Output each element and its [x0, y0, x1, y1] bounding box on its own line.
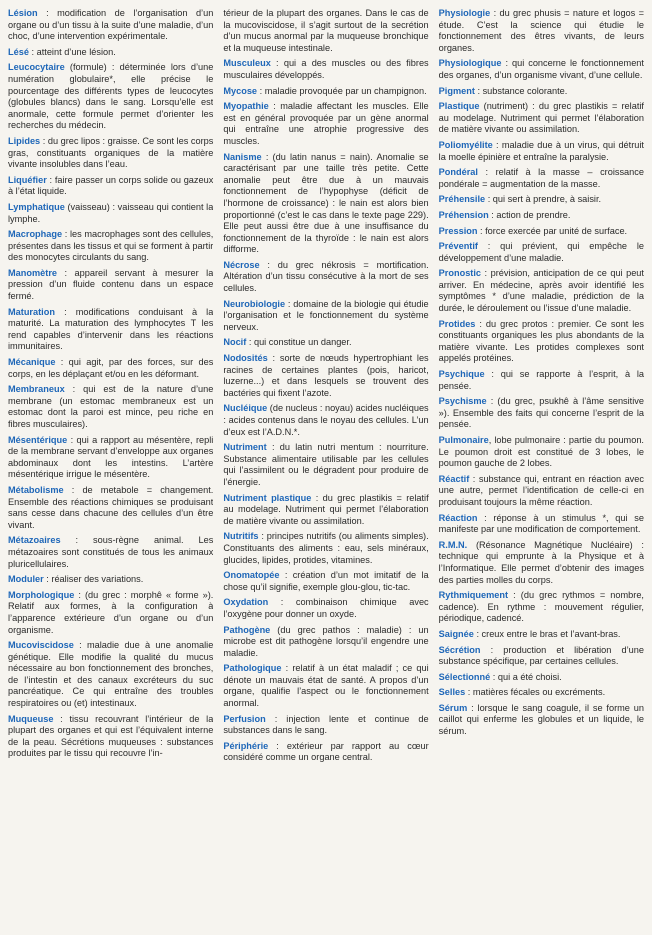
glossary-definition: : (du latin nanus = nain). Anomalie se caractérisant par une taille très petite. Cette anomalie peut être due à un mauvais fonctionnement de l’hypophyse (déficit de l’hormone de croissance) : le nain est alors bien proportionné (c’est le cas dans le texte page 229). Elle peut aussi être due à une insuffisance du fonctionnement de la thyroïde : le nain est alors difforme.	[223, 151, 429, 255]
glossary-definition: : réponse à un stimulus *, qui se manifeste par une modification de comportement.	[438, 512, 644, 535]
glossary-entry	[8, 640, 213, 710]
glossary-term: Mésentérique	[8, 434, 68, 445]
glossary-term: Métazoaires	[8, 535, 61, 546]
glossary-entry	[8, 202, 213, 225]
glossary-term: Manomètre	[8, 267, 58, 278]
glossary-entry	[439, 140, 644, 163]
glossary-entry	[223, 86, 428, 98]
glossary-entry	[223, 741, 428, 764]
glossary-definition: : les macrophages sont des cellules, présentes dans les tissus et qui se forment à partir des monocytes circulants du sang.	[8, 229, 214, 263]
glossary-entry	[223, 8, 428, 54]
glossary-term: Nucléique	[223, 403, 268, 414]
glossary-entry	[8, 714, 213, 760]
glossary-term: Pigment	[438, 85, 475, 96]
glossary-entry	[439, 86, 644, 98]
glossary-definition: : domaine de la biologie qui étudie l’organisation et le fonctionnement du système nerveux.	[223, 298, 429, 332]
glossary-definition: : du grec lipos : graisse. Ce sont les corps gras, constituants organiques de la matière vivante insolubles dans l’eau.	[8, 135, 214, 170]
glossary-entry	[439, 210, 644, 222]
glossary-entry	[8, 357, 213, 380]
glossary-entry	[223, 58, 428, 81]
glossary-definition: : force exercée par unité de surface.	[477, 225, 628, 236]
glossary-entry	[223, 663, 428, 709]
glossary-entry	[223, 570, 428, 593]
glossary-entry	[439, 687, 644, 699]
glossary-term: Selles	[438, 687, 466, 698]
glossary-definition: : substance qui, entrant en réaction avec une autre, permet l’identification de celle-ci en produisant toujours la même réaction.	[438, 473, 644, 507]
glossary-entry	[8, 136, 213, 171]
glossary-definition: : qui sert à prendre, à saisir.	[485, 194, 602, 205]
glossary-term: Nodosités	[223, 353, 268, 364]
glossary-definition: (de nucleus : noyau) acides nucléiques : acides contenus dans le noyau des cellules. L’un d’eux est l’A.D.N.*.	[223, 403, 429, 437]
glossary-entry	[8, 435, 213, 481]
glossary-term: Morphologique	[8, 589, 75, 600]
glossary-term: Pathogène	[223, 624, 271, 635]
glossary-definition: : (du grec rythmos = nombre, cadence). En rythme : mouvement régulier, périodique, cadencé.	[438, 590, 644, 624]
glossary-term: Préhension	[438, 209, 489, 220]
glossary-entry	[223, 260, 428, 295]
glossary-term: R.M.N.	[438, 539, 468, 550]
glossary-entry	[8, 384, 213, 430]
glossary-entry	[8, 229, 213, 264]
glossary-term: Réaction	[438, 512, 478, 523]
glossary-definition: : injection lente et continue de substances dans le sang.	[223, 713, 429, 736]
glossary-term: Pathologique	[223, 663, 282, 674]
glossary-entry	[439, 319, 644, 365]
glossary-entry	[223, 714, 428, 737]
glossary-entry	[223, 152, 428, 256]
glossary-term: Saignée	[438, 628, 474, 639]
glossary-term: Sélectionné	[438, 671, 491, 682]
glossary-entry	[439, 194, 644, 206]
glossary-definition: : qui se rapporte à l’esprit, à la pensée.	[438, 369, 644, 391]
glossary-term: Poliomyélite	[438, 139, 493, 150]
glossary-definition: : modifications conduisant à la maturité. La maturation des lymphocytes T les rend capables d’intervenir dans les réactions immunitaires.	[8, 306, 214, 352]
glossary-term: Neurobiologie	[223, 298, 286, 309]
glossary-term: Réactif	[438, 473, 470, 484]
glossary-term: Moduler	[8, 574, 44, 585]
glossary-definition: : prévision, anticipation de ce qui peut arriver. En médecine, après avoir identifié les symptômes * d’une maladie, prédiction de la durée, le déroulement ou l’issue d’une maladie.	[438, 268, 644, 314]
glossary-entry	[439, 474, 644, 509]
glossary-term: Lésé	[8, 46, 29, 57]
glossary-entry	[439, 369, 644, 392]
glossary-entry	[223, 442, 428, 488]
glossary-entry	[8, 268, 213, 303]
glossary-definition: : du latin nutri mentum : nourriture. Substance alimentaire utilisable par les cellules qui l’assimilent ou le dégradent pour produire de l’énergie.	[223, 442, 429, 487]
glossary-entry	[8, 535, 213, 570]
glossary-definition: : qui agit, par des forces, sur des corps, en les déplaçant et/ou en les déformant.	[8, 357, 214, 379]
glossary-entry	[223, 625, 428, 660]
glossary-entry	[439, 101, 644, 136]
glossary-definition: : maladie affectant les muscles. Elle est en général provoquée par un gène anormal qui entraîne une atrophie progressive des muscles.	[223, 101, 429, 146]
glossary-definition: : substance colorante.	[474, 85, 568, 96]
glossary-definition: : maladie due à un virus, qui détruit la moelle épinière et entraîne la paralysie.	[438, 139, 644, 162]
glossary-definition: : du grec protos : premier. Ce sont les constituants organiques les plus abondants de la matière vivante. Les protides complexes sont appelés protéines.	[438, 318, 644, 364]
glossary-entry	[8, 47, 213, 59]
glossary-entry	[8, 62, 213, 132]
glossary-term: Musculeux	[223, 58, 271, 69]
glossary-entry	[8, 307, 213, 353]
glossary-entry	[439, 226, 644, 238]
glossary-definition: (Résonance Magnétique Nucléaire) : technique qui emprunte à la Physique et à l’Informatique. Elle permet d’obtenir des images des parties molles du corps.	[438, 539, 644, 585]
glossary-entry	[439, 672, 644, 684]
glossary-definition: : du grec nékrosis = mortification. Altération d’un tissu consécutive à la mort de ses cellules.	[223, 259, 429, 294]
glossary-term: Sérum	[438, 702, 468, 713]
glossary-entry	[439, 268, 644, 314]
glossary-term: Psychisme	[438, 396, 487, 407]
glossary-definition: : relatif à la masse – croissance pondérale = augmentation de la masse.	[438, 167, 644, 189]
glossary-term: Physiologie	[438, 8, 491, 18]
glossary-term: Pulmonaire	[438, 435, 489, 445]
glossary-entry	[223, 403, 428, 438]
glossary-definition: : faire passer un corps solide ou gazeux à l’état liquide.	[8, 174, 214, 197]
glossary-definition: : tissu recouvrant l’intérieur de la plupart des organes et qui est l’équivalent interne de la peau. Sécrétions muqueuses : substances produites par le tissu qui recouvre l’in-	[8, 713, 214, 759]
glossary-term: Lymphatique	[8, 201, 65, 212]
glossary-term: Onomatopée	[223, 570, 280, 581]
glossary-definition: : (du grec : morphê « forme »). Relatif aux formes, à la configuration à l’apparence extérieure d’un organe ou d’un organisme.	[8, 589, 214, 635]
glossary-definition: (du grec pathos : maladie) : un microbe est dit pathogène lorsqu’il engendre une maladie.	[223, 624, 429, 658]
glossary-definition: : maladie provoquée par un champignon.	[257, 85, 427, 96]
glossary-entry	[439, 590, 644, 625]
glossary-entry	[439, 645, 644, 668]
glossary-definition: : du grec plastikis = relatif au modelage. Nutriment qui permet l’élaboration de matière vivante ou assimilation.	[223, 492, 429, 526]
glossary-term: Périphérie	[223, 740, 269, 751]
glossary-term: Oxydation	[223, 597, 269, 608]
glossary-columns	[8, 8, 644, 926]
glossary-entry	[223, 493, 428, 528]
glossary-definition: : matières fécales ou excréments.	[465, 687, 606, 698]
glossary-definition: : création d’un mot imitatif de la chose qu’il signifie, exemple glou-glou, tic-tac.	[223, 570, 429, 592]
glossary-definition: : (du grec, psukhê à l’âme sensitive »). Ensemble des faits qui concerne l’esprit de la pensée.	[438, 396, 644, 430]
glossary-definition: : relatif à un état maladif ; ce qui dénote un mauvais état de santé. A propos d’un organe, qualifie l’aspect ou le fonctionnement anormal.	[223, 663, 429, 709]
glossary-term: Macrophage	[8, 229, 63, 240]
glossary-definition: (nutriment) : du grec plastikis = relatif au modelage. Nutriment qui permet l’élaboration de matière vivante ou assimilation.	[438, 101, 644, 135]
glossary-term: Mécanique	[8, 357, 56, 368]
glossary-term: Mucoviscidose	[8, 640, 74, 651]
glossary-column-2	[223, 8, 428, 926]
glossary-definition: : qui a été choisi.	[490, 671, 562, 682]
glossary-term: Membraneux	[8, 384, 65, 395]
glossary-definition: : maladie due à une anomalie génétique. Elle modifie la qualité du mucus nécessaire au bon fonctionnement des bronches, de l’intestin et des canaux excréteurs du suc pancréatique. Ce qui entraîne des troubles respiratoires ou (et) intestinaux.	[8, 640, 214, 709]
glossary-term: Plastique	[438, 101, 480, 112]
glossary-term: Nutriment plastique	[223, 492, 312, 503]
glossary-definition: : sous-règne animal. Les métazoaires sont constitués de tous les animaux pluricellulaires.	[8, 535, 214, 569]
glossary-definition: : qui a rapport au mésentère, repli de la membrane servant d’enveloppe aux organes abdominaux dont les intestins. L’artère mésentérique irrigue le mésentère.	[8, 434, 214, 480]
glossary-entry	[223, 353, 428, 399]
glossary-term: Nutriment	[223, 442, 267, 453]
glossary-entry	[223, 597, 428, 620]
glossary-term: Protides	[438, 318, 476, 329]
glossary-term: Nanisme	[223, 151, 262, 162]
glossary-definition: : combinaison chimique avec l’oxygène pour donner un oxyde.	[223, 597, 429, 619]
glossary-term: Métabolisme	[8, 484, 64, 495]
glossary-entry	[439, 629, 644, 641]
glossary-definition: : de metabole = changement. Ensemble des réactions chimiques se produisant sans cesse dans chacune des cellules d’un être vivant.	[8, 484, 214, 530]
glossary-term: Psychique	[438, 369, 485, 380]
glossary-term: Sécrétion	[438, 644, 481, 655]
glossary-term: Préventif	[438, 241, 478, 252]
glossary-term: Préhensile	[438, 194, 486, 205]
glossary-definition: : qui concerne le fonctionnement des organes, d’un organisme vivant, d’une cellule.	[438, 58, 644, 80]
glossary-entry	[8, 8, 213, 43]
glossary-definition: : principes nutritifs (ou aliments simples). Constituants des aliments : eau, sels minéraux, glucides, lipides, protides, vitamines.	[223, 531, 429, 565]
glossary-term: Liquéfier	[8, 174, 47, 185]
glossary-definition: : qui a des muscles ou des fibres musculaires développés.	[223, 58, 429, 80]
glossary-entry	[439, 167, 644, 190]
glossary-definition: : qui constitue un danger.	[246, 337, 352, 348]
glossary-definition: : action de prendre.	[488, 209, 571, 220]
glossary-entry	[439, 703, 644, 738]
glossary-term: Pronostic	[438, 268, 482, 279]
glossary-definition: : production et libération d’une substance spécifique, par certaines cellules.	[438, 644, 644, 667]
glossary-definition: (vaisseau) : vaisseau qui contient la lymphe.	[8, 201, 214, 224]
glossary-term: Mycose	[223, 85, 258, 96]
glossary-definition: : creux entre le bras et l’avant-bras.	[473, 628, 621, 639]
glossary-definition: : appareil servant à mesurer la pression d’un fluide contenu dans un espace fermé.	[8, 267, 214, 302]
glossary-term: Nutritifs	[223, 531, 259, 542]
glossary-term: Muqueuse	[8, 713, 54, 724]
glossary-term: Lipides	[8, 135, 41, 146]
glossary-entry	[223, 531, 428, 566]
glossary-term: Lésion	[8, 8, 38, 18]
glossary-entry	[8, 590, 213, 636]
glossary-entry	[439, 513, 644, 536]
glossary-definition: , lobe pulmonaire : partie du poumon. Le poumon droit est constitué de 3 lobes, le poumon gauche de 2 lobes.	[438, 435, 644, 469]
glossary-definition: : qui est de la nature d’une membrane (un estomac membraneux est un estomac dont la paroi est mince, peu riche en fibres musculaires).	[8, 384, 214, 429]
glossary-definition: : lorsque le sang coagule, il se forme un caillot qui enferme les globules et un liquide, le sérum.	[438, 702, 644, 737]
glossary-term: Pression	[438, 225, 478, 236]
glossary-entry	[439, 241, 644, 264]
glossary-term: Physiologique	[438, 58, 502, 69]
glossary-entry	[8, 485, 213, 531]
glossary-term: Leucocytaire	[8, 62, 65, 73]
glossary-term: Nocif	[223, 337, 247, 348]
glossary-definition: térieur de la plupart des organes. Dans le cas de la mucoviscidose, il s’agit surtout de la secrétion d’un mucus anormal par la muqueuse bronchique et la muqueuse intestinale.	[223, 8, 429, 53]
glossary-entry	[439, 435, 644, 470]
glossary-definition: : qui prévient, qui empêche le développement d’une maladie.	[438, 241, 644, 263]
glossary-term: Maturation	[8, 306, 55, 317]
glossary-entry	[439, 396, 644, 431]
glossary-entry	[439, 58, 644, 81]
glossary-term: Perfusion	[223, 713, 266, 724]
glossary-definition: : extérieur par rapport au cœur considéré comme un organe central.	[223, 740, 429, 763]
glossary-term: Nécrose	[223, 259, 260, 270]
glossary-definition: : modification de l’organisation d’un organe ou d’un tissu à la suite d’une maladie, d’un choc, d’une intervention expérimentale.	[8, 8, 214, 42]
glossary-definition: (formule) : déterminée lors d’une numération globulaire*, elle précise le pourcentage des différents types de leucocytes (globules blancs) dans le sang. Lorsqu’elle est anormale, cette formule permet d’orienter les recherches du médecin.	[8, 62, 214, 131]
glossary-definition: : du grec phusis = nature et logos = étude. C’est la science qui étudie le fonctionnement des êtres vivants, de leurs organes.	[438, 8, 644, 53]
glossary-term: Myopathie	[223, 101, 269, 112]
glossary-entry	[223, 299, 428, 334]
glossary-column-1	[8, 8, 213, 926]
glossary-entry	[439, 8, 644, 54]
glossary-term: Pondéral	[438, 167, 478, 178]
glossary-entry	[8, 175, 213, 198]
glossary-definition: : sorte de nœuds hypertrophiant les racines de certaines plantes (pois, haricot, luzerne...) et dans lesquels se trouvent des bactéries qui fixent l’azote.	[223, 353, 429, 398]
glossary-entry	[8, 574, 213, 586]
glossary-term: Rythmiquement	[438, 590, 509, 601]
glossary-definition: : atteint d’une lésion.	[28, 46, 116, 57]
glossary-definition: : réaliser des variations.	[43, 574, 144, 585]
glossary-entry	[439, 540, 644, 586]
glossary-column-3	[439, 8, 644, 926]
glossary-entry	[223, 337, 428, 349]
glossary-entry	[223, 101, 428, 147]
